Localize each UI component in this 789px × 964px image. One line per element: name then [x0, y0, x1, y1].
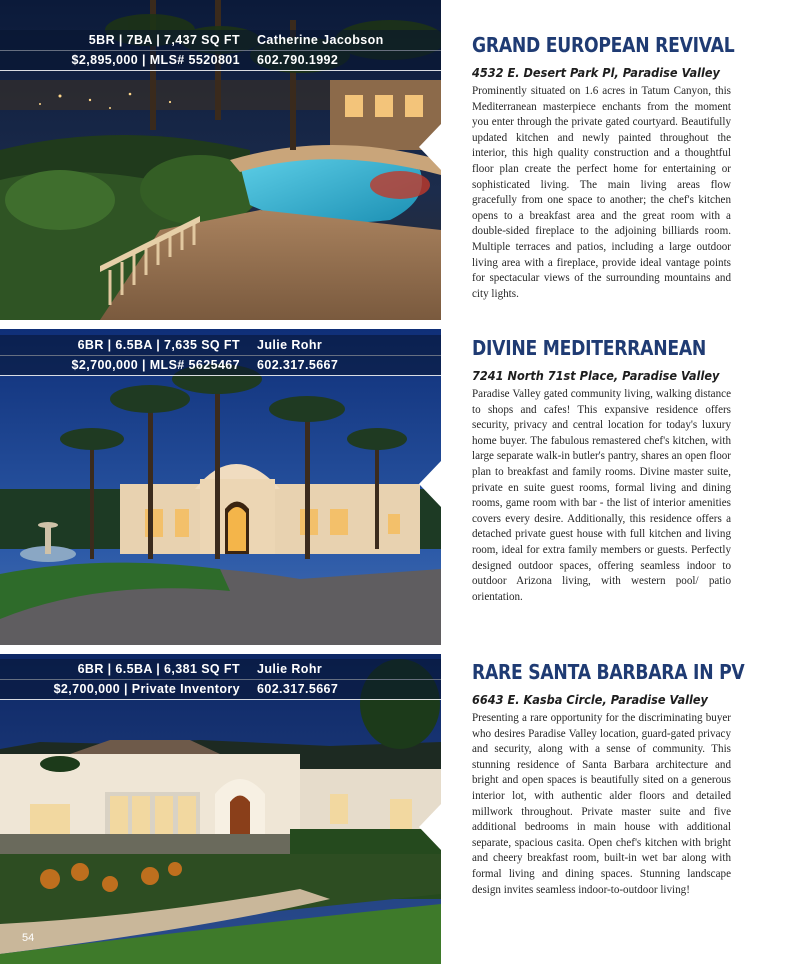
listing-description: Presenting a rare opportunity for the discriminating buyer who desires Paradise Valley location, guard-gated privacy and security, along with a sense of community. This stunning residence of Santa Barbara architecture and bright and open spaces is beautifully sited on a generous interior lot, with authentic alder floors and detailed millwork throughout. Private master suite and five additional bedrooms in main house with additional separate, spacious casita. Open chef's kitchen with bright and cheery breakfast room, built-in wet bar along with formal living and dining spaces. Stunning landscape design invites seamless indoor-to-outdoor living!: [472, 712, 731, 896]
listing-info-bar: [0, 30, 441, 71]
listing-details: [472, 32, 735, 302]
photo-notch: [419, 124, 441, 170]
listing-title: DIVINE MEDITERRANEAN: [472, 336, 707, 360]
listing-photo: [0, 654, 441, 964]
agent-name[interactable]: Catherine Jacobson: [257, 33, 384, 47]
agent-name[interactable]: Julie Rohr: [257, 662, 323, 676]
listing-price: $2,700,000 | MLS# 5625467: [71, 358, 240, 372]
listing-info-bar: [0, 335, 441, 376]
listing-price: $2,700,000 | Private Inventory: [53, 682, 240, 696]
page-number: 54: [22, 932, 35, 944]
listing-grand-european-revival: [0, 0, 789, 320]
listing-details: [472, 335, 731, 605]
photo-notch: [419, 461, 441, 507]
listing-title: GRAND EUROPEAN REVIVAL: [472, 33, 735, 57]
agent-name[interactable]: Julie Rohr: [257, 338, 323, 352]
agent-phone[interactable]: 602.790.1992: [257, 53, 339, 67]
listing-description: Paradise Valley gated community living, walking distance to shops and cafes! This expansive residence offers security, privacy and central location for today's luxury home buyer. The fabulous remastered chef's kitchen, with large separate walk-in butler's pantry, shares an open floor plan to breakfast and family rooms. Divine master suite, private en suite guest rooms, formal living and dining rooms, game room with bar - the list of interior amenities covers every desire. Additionally, this residence offers a detached private guest house with full kitchen and living room, ideal for extra family members or guests. Perfectly designed outdoor spaces, offering seamless indoor to outdoor Arizona living, with western pool/ patio orientation.: [472, 388, 731, 603]
listing-photo: [0, 329, 441, 645]
listing-rare-santa-barbara: [0, 654, 789, 964]
villa-dusk-photo: [0, 329, 441, 645]
santa-barbara-home-photo: [0, 654, 441, 964]
listing-description: Prominently situated on 1.6 acres in Tatum Canyon, this Mediterranean masterpiece enchants from the moment you enter through the private gated courtyard. Beautifully updated kitchen and newly painted throughout the interior, this high quality construction and a thoughtful floor plan create the perfect home for entertaining or sophisticated living. The main living areas flow gracefully from one space to another; the chef's kitchen opens to a breakfast area and the great room with a double-sided fireplace to the adjoining billiards room. Multiple terraces and patios, including a large outdoor living area with a fireplace, provide ideal vantage points for spectacular views of the surrounding mountains and city lights.: [472, 85, 731, 300]
listing-info-bar: [0, 659, 441, 700]
listing-specs: 6BR | 6.5BA | 7,635 SQ FT: [77, 338, 240, 352]
listing-title: RARE SANTA BARBARA IN PV: [472, 660, 745, 684]
listing-address: 4532 E. Desert Park Pl, Paradise Valley: [472, 66, 720, 80]
agent-phone[interactable]: 602.317.5667: [257, 682, 339, 696]
listing-divine-mediterranean: [0, 329, 789, 645]
listing-address: 6643 E. Kasba Circle, Paradise Valley: [472, 693, 708, 707]
agent-phone[interactable]: 602.317.5667: [257, 358, 339, 372]
listing-address: 7241 North 71st Place, Paradise Valley: [472, 369, 720, 383]
listing-specs: 5BR | 7BA | 7,437 SQ FT: [88, 33, 240, 47]
listing-price: $2,895,000 | MLS# 5520801: [71, 53, 240, 67]
listing-specs: 6BR | 6.5BA | 6,381 SQ FT: [77, 662, 240, 676]
photo-notch: [419, 804, 441, 850]
listing-details: [472, 659, 745, 898]
